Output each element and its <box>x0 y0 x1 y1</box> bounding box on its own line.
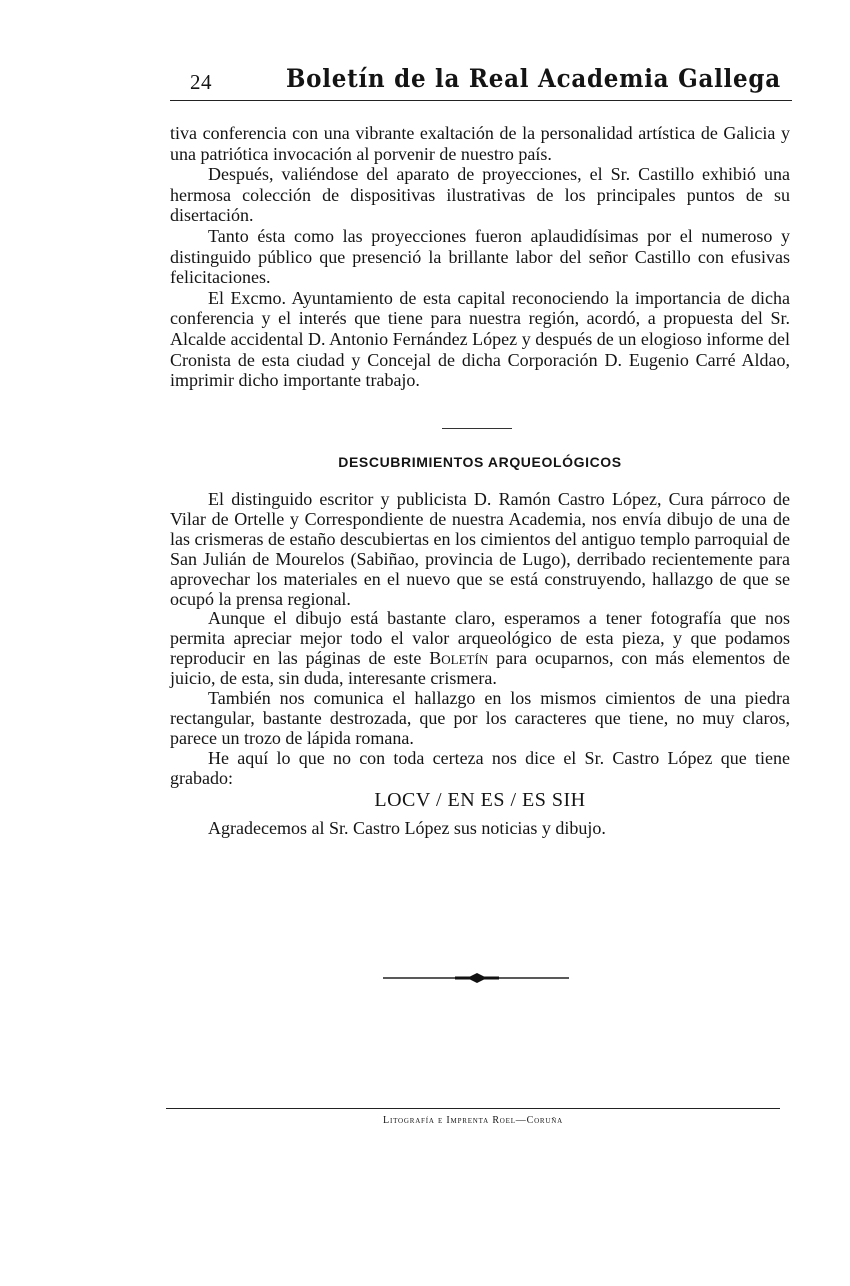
boletin-smallcaps: Boletín <box>429 648 489 669</box>
paragraph-thanks: Agradecemos al Sr. Castro López sus noticias y dibujo. <box>208 817 606 838</box>
page-number: 24 <box>190 70 212 94</box>
paragraph-ayuntamiento: El Excmo. Ayuntamiento de esta capital reconociendo la importancia de dicha conferencia y el interés que tiene para nuestra región, acordó, a propuesta del Sr. Alcalde accidental D. Antonio Fernández López y después de un elogioso informe del Cronista de esta ciudad y Concejal de dicha Corporación D. Eugenio Carré Aldao, imprimir dicho importante trabajo. <box>170 287 790 391</box>
paragraph-photograph <box>170 609 790 689</box>
paragraph-continuation: tiva conferencia con una vibrante exaltación de la personalidad artística de Galicia y una patriótica invocación al porvenir de nuestro país. <box>170 123 790 164</box>
ornament-divider-icon <box>383 971 569 985</box>
footer-rule <box>166 1108 780 1109</box>
paragraph-lapida: También nos comunica el hallazgo en los mismos cimientos de una piedra rectangular, bastante destrozada, que por los caracteres que tiene, no muy claros, parece un trozo de lápida romana. <box>170 688 790 748</box>
paragraph-photograph-end: para ocuparnos, con más elementos de juicio, de esta, sin duda, interesante crismera. <box>170 648 790 689</box>
printer-imprint: Litografía e Imprenta Roel—Coruña <box>383 1115 563 1126</box>
paragraph-inscription-intro: He aquí lo que no con toda certeza nos dice el Sr. Castro López que tiene grabado: <box>170 747 790 788</box>
paragraph-crismera: El distinguido escritor y publicista D. Ramón Castro López, Cura párroco de Vilar de Ortelle y Correspondiente de nuestra Academia, nos envía dibujo de una de las crismeras de estaño descubiertas en los cimientos del antiguo templo parroquial de San Julián de Mourelos (Sabiñao, provincia de Lugo), derribado recientemente para aprovechar los materiales en el nuevo que se está construyendo, hallazgo de que se ocupó la prensa regional. <box>170 489 790 609</box>
section-heading: DESCUBRIMIENTOS ARQUEOLÓGICOS <box>338 454 622 470</box>
section-separator-rule <box>442 428 512 429</box>
paragraph-applause: Tanto ésta como las proyecciones fueron aplaudidísimas por el numeroso y distinguido público que presenció la brillante labor del señor Castillo con efusivas felicitaciones. <box>170 225 790 288</box>
paragraph-photograph-start: Aunque el dibujo está bastante claro, esperamos a tener fotografía que nos permita apreciar mejor todo el valor arqueológico de esta pieza, y que podamos reproducir en las páginas de este <box>170 608 790 669</box>
paragraph-projections: Después, valiéndose del aparato de proyecciones, el Sr. Castillo exhibió una hermosa colección de dispositivas ilustrativas de los principales puntos de su disertación. <box>170 164 790 226</box>
top-text-block <box>170 123 790 391</box>
running-title: Boletín de la Real Academia Gallega <box>286 64 781 93</box>
header-rule <box>170 100 792 101</box>
inscription-text: LOCV / EN ES / ES SIH <box>374 788 586 811</box>
section-text-block <box>170 490 790 838</box>
